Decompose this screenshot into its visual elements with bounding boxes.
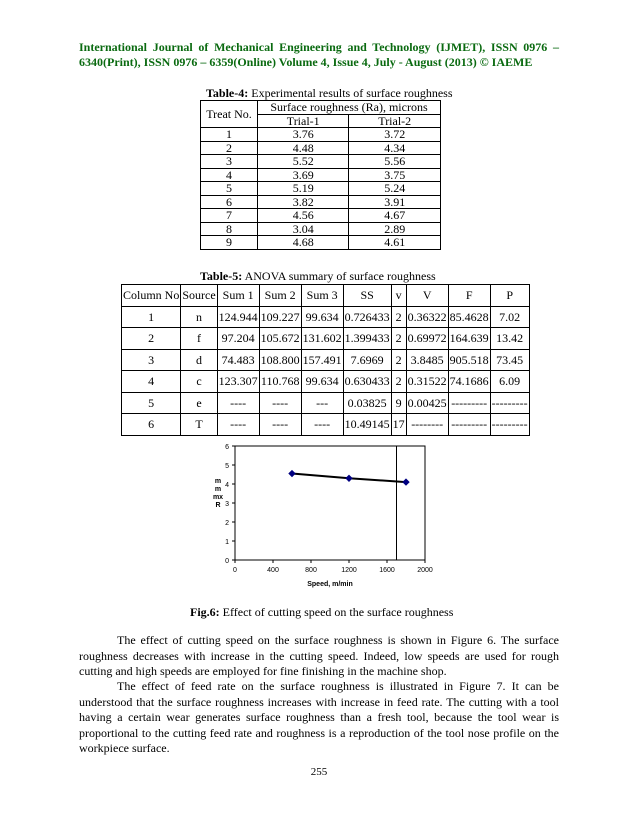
table4-cell: 5.19 [258, 182, 349, 196]
table4-cell: 4.34 [349, 141, 441, 155]
table5-cell: 157.491 [301, 349, 343, 371]
table4-row [201, 168, 441, 182]
table4-row [201, 222, 441, 236]
table5-header-cell: Source [181, 285, 217, 307]
y-axis-label: mx [212, 494, 224, 501]
y-tick-label: 5 [225, 463, 229, 470]
table5-cell: 131.602 [301, 328, 343, 350]
table4-cell: 7 [201, 209, 258, 223]
table4-cell: 3.75 [349, 168, 441, 182]
table4-caption: Table-4: Experimental results of surface roughness [206, 86, 453, 100]
table4-header-roughness: Surface roughness (Ra), microns [258, 101, 441, 115]
table4-cell: 9 [201, 236, 258, 250]
table4-header-treat: Treat No. [201, 101, 258, 128]
table5-header-cell: v [391, 285, 406, 307]
table5-cell: 99.634 [301, 371, 343, 393]
table5-cell: 1.399433 [343, 328, 391, 350]
y-tick-label: 4 [225, 482, 229, 489]
table5-cell: 124.944 [217, 306, 259, 328]
table5-row [122, 371, 530, 393]
table5-cell: --- [301, 392, 343, 414]
table5-cell: 164.639 [448, 328, 490, 350]
table5-cell: ---- [301, 414, 343, 436]
table4-row [201, 195, 441, 209]
table5-row [122, 414, 530, 436]
table4-cell: 5.52 [258, 155, 349, 169]
table5-header-cell: Sum 1 [217, 285, 259, 307]
data-point [346, 475, 352, 481]
table5-cell: 99.634 [301, 306, 343, 328]
table5-header-cell: Sum 3 [301, 285, 343, 307]
x-axis-label: Speed, m/min [307, 581, 353, 588]
table5-header-cell: SS [343, 285, 391, 307]
table5-cell: 73.45 [490, 349, 529, 371]
paragraph-2: The effect of feed rate on the surface roughness is illustrated in Figure 7. It can be understood that the surface roughness increases with increase in feed rate. The cutting with a tool having a certain wear generates surface roughness than a fresh tool, because the tool wear is proportional to the cutting feed rate and roughness is a reproduction of the tool nose profile on the workpiece surface. [79, 679, 559, 755]
table5-cell: 4 [122, 371, 181, 393]
table4-cell: 3.69 [258, 168, 349, 182]
table5-cell: n [181, 306, 217, 328]
table5-row [122, 349, 530, 371]
table4-row [201, 155, 441, 169]
table4-cell: 5.24 [349, 182, 441, 196]
y-tick-label: 1 [225, 539, 229, 546]
table4-cell: 4.68 [258, 236, 349, 250]
table5-cell: 74.1686 [448, 371, 490, 393]
table4-row [201, 209, 441, 223]
table5-cell: 10.49145 [343, 414, 391, 436]
table5-cell: f [181, 328, 217, 350]
table5-cell: 0.630433 [343, 371, 391, 393]
y-tick-label: 3 [225, 501, 229, 508]
table5-cell: 2 [391, 306, 406, 328]
paragraph-1: The effect of cutting speed on the surface roughness is shown in Figure 6. The surface roughness decreases with increase in the cutting speed. Indeed, low speeds are used for rough cutting and high speeds are employed for fine finishing in the machine shop. [79, 633, 559, 678]
table5-cell: 3.8485 [406, 349, 448, 371]
y-tick-label: 2 [225, 520, 229, 527]
table5-cell: 2 [391, 371, 406, 393]
y-axis-label: R [215, 502, 221, 509]
x-tick-label: 400 [267, 567, 279, 574]
x-tick-label: 2000 [417, 567, 433, 574]
table4-cell: 5 [201, 182, 258, 196]
table5-cell: 7.6969 [343, 349, 391, 371]
table5-cell: T [181, 414, 217, 436]
table5-cell: 13.42 [490, 328, 529, 350]
speed-roughness-chart [200, 440, 440, 600]
table4-cell: 2.89 [349, 222, 441, 236]
table4-cell: 4.56 [258, 209, 349, 223]
table5-cell: 97.204 [217, 328, 259, 350]
figure-caption: Fig.6: Effect of cutting speed on the surface roughness [190, 605, 454, 619]
x-tick-label: 800 [305, 567, 317, 574]
table5-cell: 17 [391, 414, 406, 436]
data-point [403, 479, 409, 485]
table5-cell: 0.31522 [406, 371, 448, 393]
table4-cell: 2 [201, 141, 258, 155]
x-tick-label: 1600 [379, 567, 395, 574]
table5-cell: 9 [391, 392, 406, 414]
table4-row [201, 236, 441, 250]
table5-cell: 6 [122, 414, 181, 436]
table5-header-cell: P [490, 285, 529, 307]
table5-cell: 110.768 [259, 371, 301, 393]
y-tick-label: 6 [225, 444, 229, 451]
table5-cell: 2 [391, 328, 406, 350]
table5-row [122, 306, 530, 328]
table4-cell: 6 [201, 195, 258, 209]
table5-cell: 85.4628 [448, 306, 490, 328]
x-tick-label: 1200 [341, 567, 357, 574]
table5-cell: 123.307 [217, 371, 259, 393]
table5-cell: 0.36322 [406, 306, 448, 328]
table5-cell: ---- [259, 414, 301, 436]
table5-cell: 6.09 [490, 371, 529, 393]
table5-cell: --------- [490, 414, 529, 436]
table5-cell: 7.02 [490, 306, 529, 328]
table5-cell: 0.69972 [406, 328, 448, 350]
table5-header-cell: Column No [122, 285, 181, 307]
table5-cell: ---- [259, 392, 301, 414]
table5 [121, 284, 530, 436]
table5-cell: 0.00425 [406, 392, 448, 414]
table5-cell: 905.518 [448, 349, 490, 371]
table5-header-cell: V [406, 285, 448, 307]
table4-row [201, 182, 441, 196]
table4-header-trial2: Trial-2 [349, 114, 441, 128]
table5-row [122, 392, 530, 414]
table5-cell: 108.800 [259, 349, 301, 371]
table4-cell: 1 [201, 128, 258, 142]
table5-header-cell: F [448, 285, 490, 307]
table5-cell: 0.03825 [343, 392, 391, 414]
table5-cell: ---- [217, 414, 259, 436]
table5-cell: --------- [448, 392, 490, 414]
table4-cell: 3 [201, 155, 258, 169]
table4-cell: 3.04 [258, 222, 349, 236]
journal-header: International Journal of Mechanical Engineering and Technology (IJMET), ISSN 0976 – 6340(Print), ISSN 0976 – 6359(Online) Volume 4, Issue 4, July - August (2013) © IAEME [79, 40, 559, 69]
table5-cell: 5 [122, 392, 181, 414]
table4 [200, 100, 441, 250]
x-tick-label: 0 [233, 567, 237, 574]
table5-cell: 3 [122, 349, 181, 371]
table5-cell: --------- [448, 414, 490, 436]
table4-row [201, 128, 441, 142]
table5-cell: c [181, 371, 217, 393]
table4-cell: 3.82 [258, 195, 349, 209]
table4-row [201, 141, 441, 155]
table5-cell: 109.227 [259, 306, 301, 328]
table5-cell: ---- [217, 392, 259, 414]
table5-cell: 2 [122, 328, 181, 350]
table5-cell: 1 [122, 306, 181, 328]
table4-cell: 4 [201, 168, 258, 182]
page-number: 255 [310, 766, 328, 778]
table5-caption: Table-5: ANOVA summary of surface roughness [200, 269, 436, 283]
y-axis-label: m [214, 478, 222, 485]
table5-cell: 105.672 [259, 328, 301, 350]
table4-cell: 4.67 [349, 209, 441, 223]
y-axis-label: m [214, 486, 222, 493]
y-tick-label: 0 [225, 558, 229, 565]
table4-cell: 4.48 [258, 141, 349, 155]
table5-header-cell: Sum 2 [259, 285, 301, 307]
table5-cell: d [181, 349, 217, 371]
table5-cell: 2 [391, 349, 406, 371]
table4-cell: 3.72 [349, 128, 441, 142]
table4-cell: 3.91 [349, 195, 441, 209]
table4-cell: 5.56 [349, 155, 441, 169]
table5-cell: --------- [490, 392, 529, 414]
table5-cell: e [181, 392, 217, 414]
table5-cell: 74.483 [217, 349, 259, 371]
table5-cell: -------- [406, 414, 448, 436]
table4-cell: 3.76 [258, 128, 349, 142]
table4-cell: 8 [201, 222, 258, 236]
table4-header-trial1: Trial-1 [258, 114, 349, 128]
table5-row [122, 328, 530, 350]
table5-cell: 0.726433 [343, 306, 391, 328]
data-point [289, 471, 295, 477]
table4-cell: 4.61 [349, 236, 441, 250]
